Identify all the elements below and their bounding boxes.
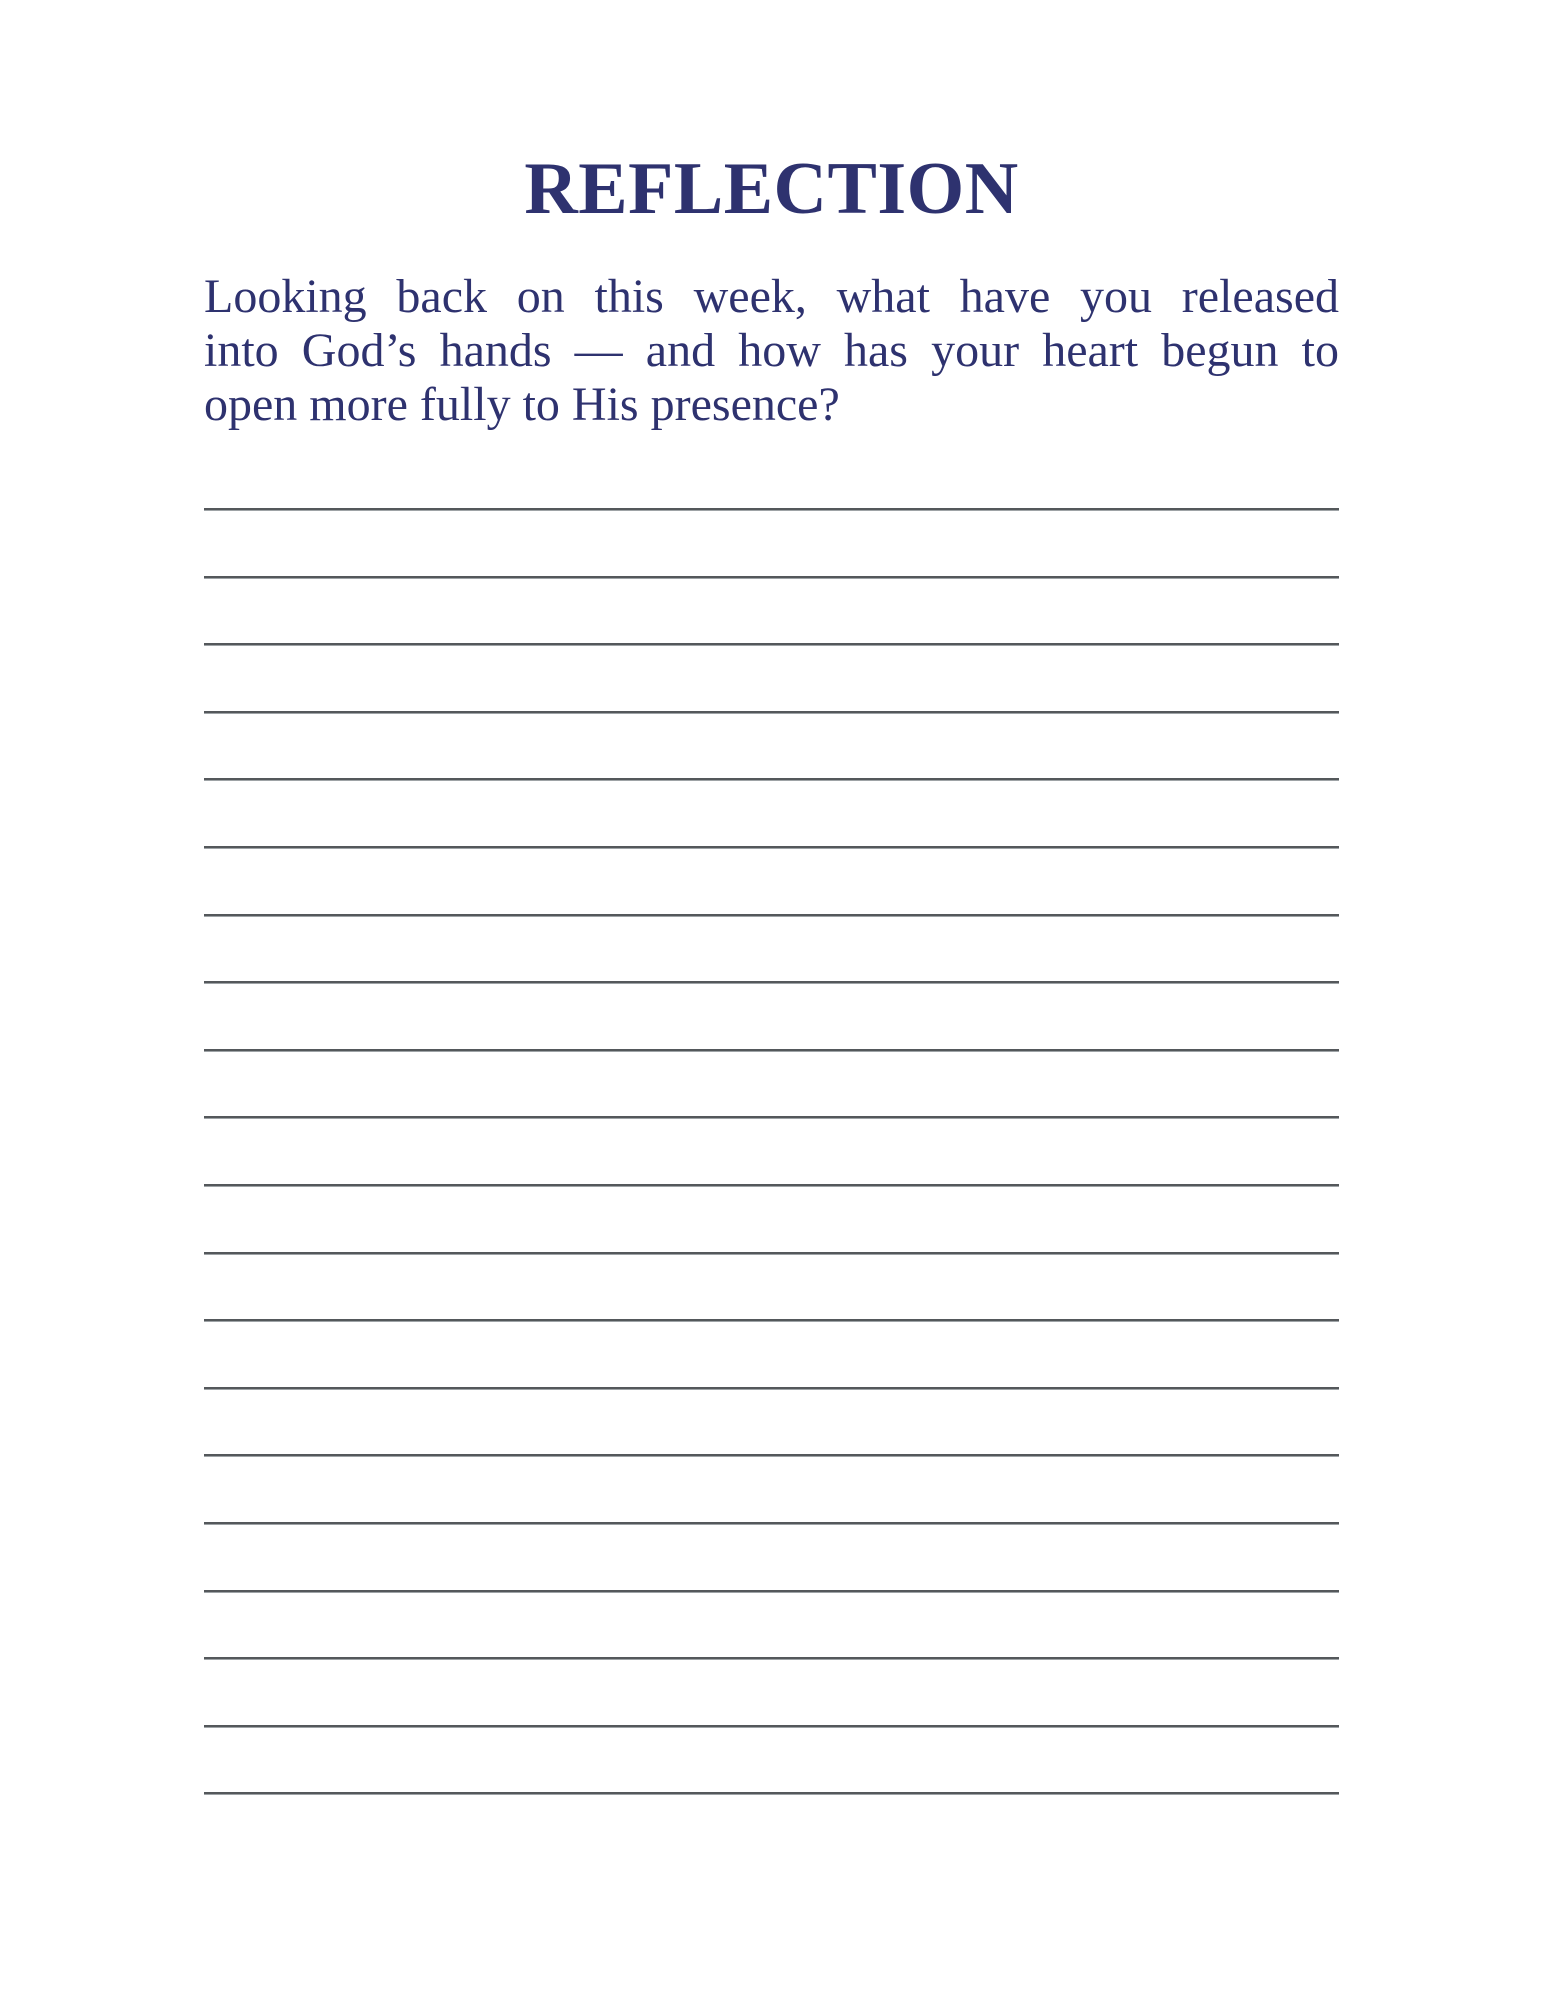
writing-line bbox=[204, 1657, 1339, 1660]
writing-line bbox=[204, 1387, 1339, 1390]
prompt-line-2: into God’s hands — and how has your heart begun to bbox=[204, 324, 1339, 377]
writing-line bbox=[204, 1252, 1339, 1255]
writing-line bbox=[204, 1792, 1339, 1795]
writing-line bbox=[204, 508, 1339, 511]
writing-line bbox=[204, 1454, 1339, 1457]
writing-line bbox=[204, 1184, 1339, 1187]
writing-line bbox=[204, 1319, 1339, 1322]
prompt-line-3: open more fully to His presence? bbox=[204, 378, 840, 431]
writing-line bbox=[204, 846, 1339, 849]
page-title: REFLECTION bbox=[524, 148, 1019, 230]
writing-line bbox=[204, 711, 1339, 714]
writing-line bbox=[204, 914, 1339, 917]
writing-line bbox=[204, 1590, 1339, 1593]
writing-line bbox=[204, 1049, 1339, 1052]
writing-line bbox=[204, 1522, 1339, 1525]
writing-line bbox=[204, 778, 1339, 781]
writing-line bbox=[204, 1116, 1339, 1119]
writing-line bbox=[204, 1725, 1339, 1728]
reflection-prompt bbox=[204, 270, 1339, 432]
writing-line bbox=[204, 576, 1339, 579]
prompt-line-1: Looking back on this week, what have you released bbox=[204, 270, 1339, 323]
writing-line bbox=[204, 981, 1339, 984]
writing-line bbox=[204, 643, 1339, 646]
writing-lines bbox=[204, 508, 1339, 1795]
